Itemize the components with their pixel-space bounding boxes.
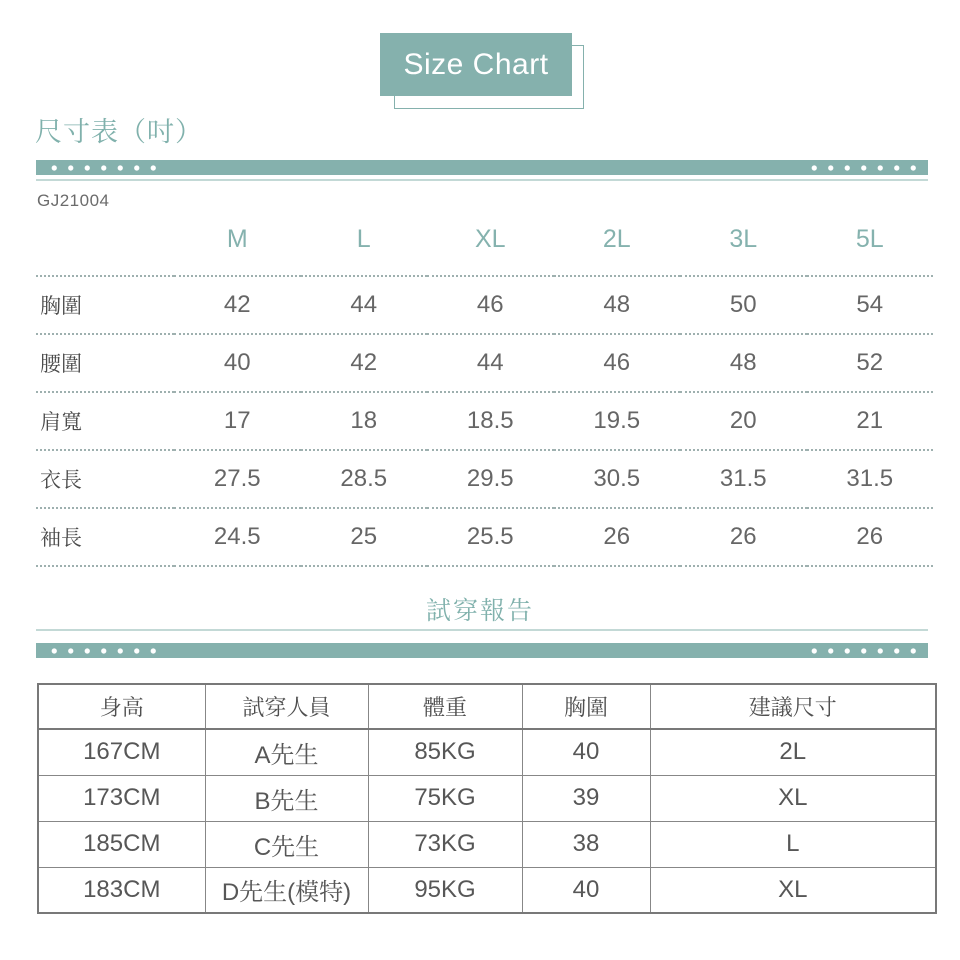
cell: 21 [856,407,884,434]
cell: 48 [729,349,757,376]
fit-col-person: 試穿人員 [205,684,368,729]
cell: 42 [223,291,251,318]
cell: 25.5 [466,523,514,550]
cell: 185CM [38,821,205,867]
cell: 40 [522,729,650,775]
cell: 25 [350,523,378,550]
fit-col-chest: 胸圍 [522,684,650,729]
cell: 26 [729,523,757,550]
cell: 31.5 [846,465,894,492]
banner-box [380,33,572,96]
table-row [36,334,933,392]
fit-table-header-row [38,684,936,729]
cell: 39 [522,775,650,821]
table-row [38,775,936,821]
cell: 54 [856,291,884,318]
banner-title: Size Chart [403,47,549,81]
size-chart-banner [0,0,960,120]
table-row [36,276,933,334]
fit-col-height: 身高 [38,684,205,729]
size-col-xl: XL [474,225,506,253]
cell: 42 [350,349,378,376]
cell: 17 [223,407,251,434]
cell: 173CM [38,775,205,821]
cell: 26 [603,523,631,550]
divider-top-line [36,179,928,181]
cell: 167CM [38,729,205,775]
table-row [38,729,936,775]
cell: 30.5 [593,465,641,492]
cell: 50 [729,291,757,318]
cell: 18.5 [466,407,514,434]
size-table-header-row [36,204,933,276]
cell: 31.5 [719,465,767,492]
cell: 20 [729,407,757,434]
cell: 40 [522,867,650,913]
size-table-corner-cell [36,204,174,276]
cell: 48 [603,291,631,318]
table-row [36,392,933,450]
size-col-3l: 3L [729,225,758,253]
cell: 18 [350,407,378,434]
divider-top [36,160,928,181]
cell: 26 [856,523,884,550]
row-label: 胸圍 [40,295,82,318]
divider-bottom-bar [36,643,928,658]
cell: 2L [650,729,936,775]
cell: 44 [350,291,378,318]
cell: 40 [223,349,251,376]
cell: 27.5 [213,465,261,492]
table-row [38,867,936,913]
cell: B先生 [205,775,368,821]
size-col-m: M [226,225,248,253]
table-row [36,450,933,508]
fit-report-table [37,683,937,914]
cell: 38 [522,821,650,867]
cell: 46 [603,349,631,376]
product-code: GJ21004 [37,191,110,210]
size-section-heading: 尺寸表（吋） [35,117,203,147]
fit-col-recommend: 建議尺寸 [650,684,936,729]
row-label: 袖長 [40,527,82,550]
cell: 95KG [368,867,522,913]
cell: 183CM [38,867,205,913]
fit-col-weight: 體重 [368,684,522,729]
size-col-l: L [356,225,371,253]
cell: XL [650,775,936,821]
cell: 73KG [368,821,522,867]
cell: 46 [476,291,504,318]
row-label: 腰圍 [40,353,82,376]
fit-report-heading: 試穿報告 [425,597,534,625]
divider-bottom-line [36,629,928,631]
cell: 52 [856,349,884,376]
cell: D先生(模特) [205,867,368,913]
cell: 85KG [368,729,522,775]
row-label: 衣長 [40,469,82,492]
table-row [36,508,933,566]
cell: 24.5 [213,523,261,550]
cell: XL [650,867,936,913]
size-table [36,204,933,567]
cell: 29.5 [466,465,514,492]
size-col-2l: 2L [602,225,631,253]
cell: C先生 [205,821,368,867]
cell: 28.5 [340,465,388,492]
cell: 44 [476,349,504,376]
table-row [38,821,936,867]
cell: 75KG [368,775,522,821]
row-label: 肩寬 [40,411,82,434]
cell: L [650,821,936,867]
size-col-5l: 5L [855,225,884,253]
cell: 19.5 [593,407,641,434]
cell: A先生 [205,729,368,775]
divider-top-bar [36,160,928,175]
divider-bottom [36,629,928,658]
